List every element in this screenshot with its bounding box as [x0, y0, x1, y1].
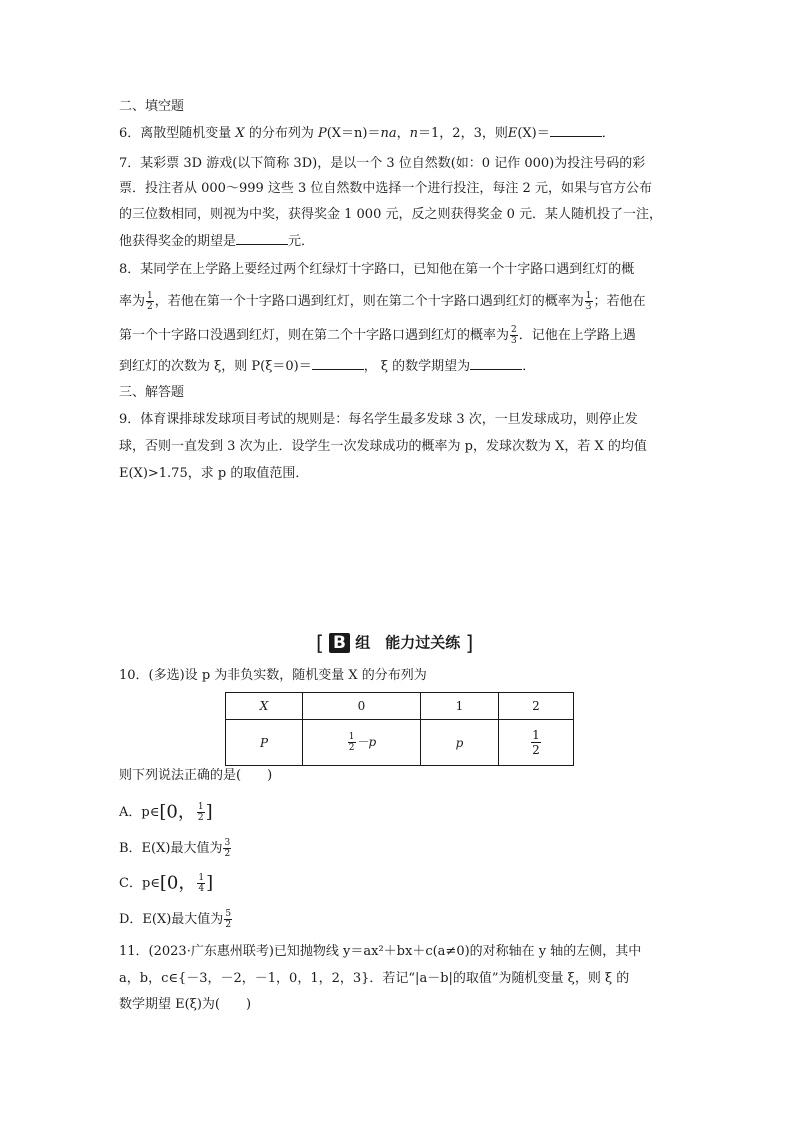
question-10-stem: 10．(多选)设 p 为非负实数，随机变量 X 的分布列为 — [119, 668, 427, 683]
question-9-line-3: E(X)>1.75，求 p 的取值范围． — [119, 466, 309, 481]
question-8-line-4: 到红灯的次数为 ξ，则 P(ξ＝0)＝ ， ξ 的数学期望为 ． — [119, 359, 536, 374]
question-7-line-3: 的三位数相同，则视为中奖，获得奖金 1 000 元，反之则获得奖金 0 元．某人随机投了一注， — [119, 207, 663, 222]
group-b-badge: B — [329, 633, 350, 653]
option-d[interactable]: D．E(X)最大值为 $\frac{5}{2}$ — [119, 909, 232, 930]
fraction-one-half: $\frac{1}{2}$ — [147, 291, 153, 312]
answer-blank[interactable] — [312, 357, 364, 370]
question-8-line-1: 8．某同学在上学路上要经过两个红绿灯十字路口，已知他在第一个十字路口遇到红灯的概 — [119, 262, 635, 277]
table-cell: p — [421, 720, 499, 766]
fraction-two-thirds: $\frac{2}{3}$ — [511, 325, 517, 346]
answer-blank[interactable] — [470, 357, 522, 370]
table-header-cell: 1 — [421, 693, 499, 720]
section-heading-fill-in: 二、填空题 — [119, 99, 185, 114]
table-header-cell: 0 — [303, 693, 421, 720]
option-a[interactable]: A．p∈[0， $\frac{1}{2}$ ] — [119, 801, 213, 823]
table-cell: $\frac{1}{2}$ －p — [303, 720, 421, 766]
question-11-line-2: a，b，c∈{－3，－2，－1，0，1，2，3}．若记“|a－b|的取值”为随机变量 ξ，则 ξ 的 — [119, 971, 630, 986]
question-11-line-1: 11．(2023·广东惠州联考)已知抛物线 y＝ax²＋bx＋c(a≠0)的对称轴在 y 轴的左侧，其中 — [119, 944, 642, 959]
section-heading-solve: 三、解答题 — [119, 385, 185, 400]
answer-blank[interactable] — [550, 124, 602, 137]
question-6: 6．离散型随机变量 X 的分布列为 P(X＝n)＝na，n＝1，2，3，则E(X)＝ ． — [119, 126, 615, 141]
table-header-cell: X — [226, 693, 303, 720]
question-7-line-2: 票．投注者从 000～999 这些 3 位自然数中选择一个进行投注，每注 2 元，如果与官方公布 — [119, 181, 652, 196]
question-9-line-1: 9．体育课排球发球项目考试的规则是：每名学生最多发球 3 次，一旦发球成功，则停止发 — [119, 412, 638, 427]
table-cell: $\frac{1}{2}$ — [499, 720, 574, 766]
question-10-ask: 则下列说法正确的是( ) — [119, 768, 273, 783]
fraction-one-third: $\frac{1}{3}$ — [585, 291, 592, 312]
question-9-line-2: 球，否则一直发到 3 次为止．设学生一次发球成功的概率为 p，发球次数为 X，若 X 的均值 — [119, 439, 647, 454]
group-b-banner: [ B 组 能力过关练 ] — [316, 631, 474, 655]
answer-blank[interactable] — [236, 232, 288, 245]
var-x: X — [235, 126, 245, 141]
table-cell: P — [226, 720, 303, 766]
question-7-line-1: 7．某彩票 3D 游戏(以下简称 3D)，是以一个 3 位自然数(如：0 记作 000)为投注号码的彩 — [119, 156, 646, 171]
question-8-line-2: 率为 $\frac{1}{2}$ ，若他在第一个十字路口遇到红灯，则在第二个十字路口遇到红灯的概率为 $\frac{1}{3}$ ；若他在 — [119, 291, 646, 312]
question-7-line-4: 他获得奖金的期望是 元． — [119, 234, 315, 249]
table-header-cell: 2 — [499, 693, 574, 720]
question-8-line-3: 第一个十字路口没遇到红灯，则在第二个十字路口遇到红灯的概率为 $\frac{2}{3}$ ．记他在上学路上遇 — [119, 325, 636, 346]
option-c[interactable]: C．p∈[0， $\frac{1}{4}$ ] — [119, 872, 214, 894]
distribution-table — [225, 692, 574, 766]
option-b[interactable]: B．E(X)最大值为 $\frac{3}{2}$ — [119, 838, 231, 859]
question-11-line-3: 数学期望 E(ξ)为( ) — [119, 997, 252, 1012]
